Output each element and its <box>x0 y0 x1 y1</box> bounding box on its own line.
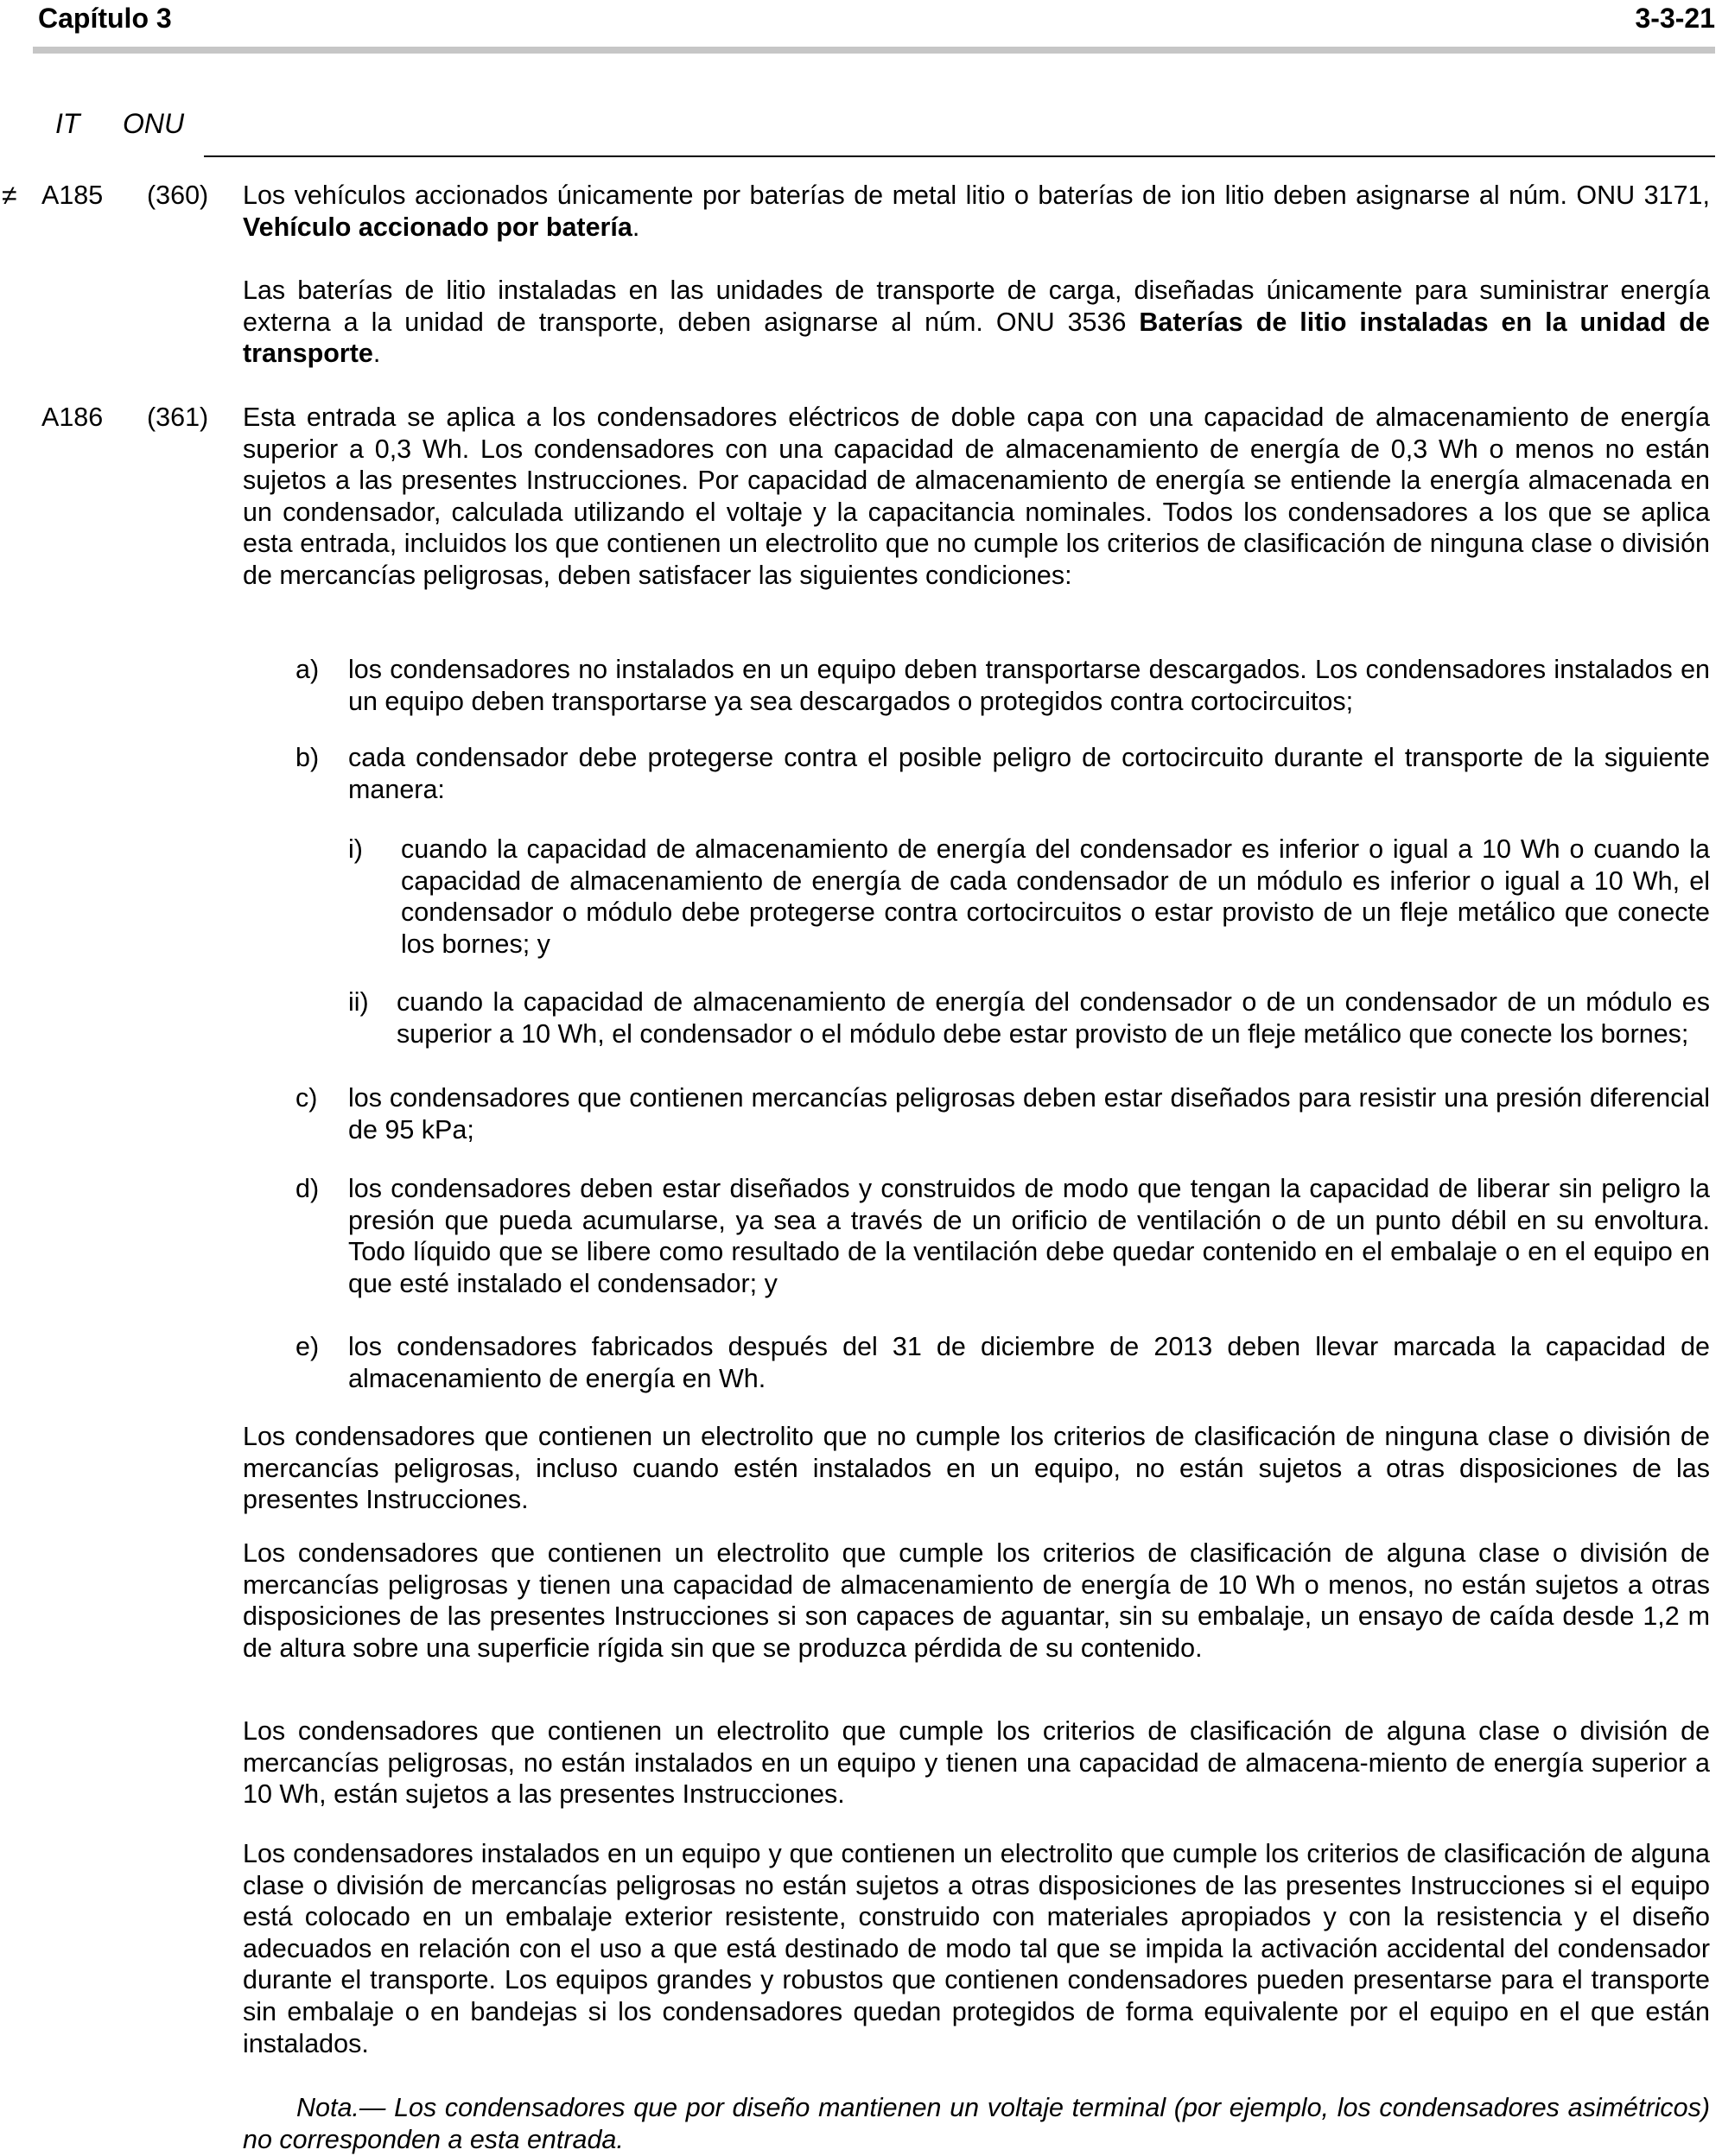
list-label: d) <box>295 1174 320 1203</box>
column-heading-it: IT <box>55 108 80 139</box>
list-item: cada condensador debe protegerse contra el posible peligro de cortocircuito durante el transporte de la siguiente manera: <box>348 743 1710 804</box>
paragraph-block: Los condensadores que contienen un electrolito que cumple los criterios de clasificación de alguna clase o división de mercancías peligrosas y tienen una capacidad de almacenamiento de energía de 10 Wh o menos, no están sujetos a otras disposiciones de las presentes Instrucciones si son capaces de aguantar, sin su embalaje, un ensayo de caída desde 1,2 m de altura sobre una superficie rígida sin que se produzca pérdida de su contenido. <box>243 1538 1710 1663</box>
list-item: los condensadores fabricados después del 31 de diciembre de 2013 deben llevar marcada la capacidad de almacenamiento de energía en Wh. <box>348 1332 1710 1393</box>
paragraph: Las baterías de litio instaladas en las unidades de transporte de carga, diseñadas únicamente para suministrar energía externa a la unidad de transporte, deben asignarse al núm. ONU 3536 Baterías de litio instaladas en la unidad de transporte. <box>243 276 1710 369</box>
entry-a186-intro <box>243 402 1710 592</box>
list-label: e) <box>295 1332 320 1361</box>
list-item: los condensadores no instalados en un equipo deben transportarse descargados. Los condensadores instalados en un equipo deben transportarse ya sea descargados o protegidos contra cortocircuitos; <box>348 655 1710 716</box>
paragraph-block: Los condensadores instalados en un equipo y que contienen un electrolito que cumple los criterios de clasificación de alguna clase o división de mercancías peligrosas no están sujetos a otras disposiciones de las presentes Instrucciones si el equipo está colocado en un embalaje exterior resistente, construido con materiales apropiados y con la resistencia y el diseño adecuados en relación con el uso a que está destinado de modo tal que se impida la activación accidental del condensador durante el transporte. Los equipos grandes y robustos que contienen condensadores pueden presentarse para el transporte sin embalaje o en bandejas si los condensadores quedan protegidos de forma equivalente por el equipo en el que están instalados. <box>243 1839 1710 2058</box>
entry-it-number: A186 <box>41 403 104 432</box>
note: Nota.— Los condensadores que por diseño mantienen un voltaje terminal (por ejemplo, los condensadores asimétricos) no corresponden a esta entrada. <box>243 2093 1710 2154</box>
page-number: 3-3-21 <box>1635 3 1715 34</box>
entry-it-number: A185 <box>41 181 104 210</box>
entry-a185-text <box>243 180 1710 243</box>
list-item: los condensadores deben estar diseñados y construidos de modo que tengan la capacidad de liberar sin peligro la presión que pueda acumularse, ya sea a través de un orificio de ventilación o de un punto débil en su envoltura. Todo líquido que se libere como resultado de la ventilación debe quedar contenido en el embalaje o en el equipo en que esté instalado el condensador; y <box>348 1174 1710 1298</box>
entry-onu-number: (361) <box>147 403 209 432</box>
sublist-label: i) <box>348 834 363 864</box>
chapter-title: Capítulo 3 <box>38 3 172 34</box>
sublist-item: cuando la capacidad de almacenamiento de energía del condensador es inferior o igual a 10 Wh o cuando la capacidad de almacenamiento de energía de cada condensador de un módulo es inferior o igual a 10 Wh, el condensador o módulo debe protegerse contra cortocircuitos o estar provisto de un fleje metálico que conecte los bornes; y <box>401 834 1710 959</box>
column-heading-onu: ONU <box>123 108 185 139</box>
sublist-label: ii) <box>348 987 369 1017</box>
entry-a185-text-2 <box>243 275 1710 370</box>
paragraph-block: Los condensadores que contienen un electrolito que no cumple los criterios de clasificación de ninguna clase o división de mercancías peligrosas, incluso cuando estén instalados en un equipo, no están sujetos a otras disposiciones de las presentes Instrucciones. <box>243 1422 1710 1515</box>
paragraph: Esta entrada se aplica a los condensadores eléctricos de doble capa con una capacidad de almacenamiento de energía superior a 0,3 Wh. Los condensadores con una capacidad de almacenamiento de energía de 0,3 Wh o menos no están sujetos a las presentes Instrucciones. Por capacidad de almacenamiento de energía se entiende la energía almacenada en un condensador, calculada utilizando el voltaje y la capacitancia nominales. Todos los condensadores a los que se aplica esta entrada, incluidos los que contienen un electrolito que no cumple los criterios de clasificación de ninguna clase o división de mercancías peligrosas, deben satisfacer las siguientes condiciones: <box>243 403 1710 590</box>
bold-term: Baterías de litio instaladas en la unidad de transporte <box>243 307 1710 369</box>
entry-onu-number: (360) <box>147 181 209 210</box>
list-label: c) <box>295 1083 318 1113</box>
change-mark: ≠ <box>2 180 17 211</box>
list-label: b) <box>295 743 320 772</box>
column-rule <box>204 155 1715 157</box>
bold-term: Vehículo accionado por batería <box>243 212 632 242</box>
paragraph-block: Los condensadores que contienen un electrolito que cumple los criterios de clasificación de alguna clase o división de mercancías peligrosas, no están instalados en un equipo y tienen una capacidad de almacena-miento de energía superior a 10 Wh, están sujetos a las presentes Instrucciones. <box>243 1716 1710 1810</box>
paragraph: Los vehículos accionados únicamente por baterías de metal litio o baterías de ion litio deben asignarse al núm. ONU 3171, Vehículo accionado por batería. <box>243 181 1710 242</box>
sublist-item: cuando la capacidad de almacenamiento de energía del condensador o de un condensador de un módulo es superior a 10 Wh, el condensador o el módulo debe estar provisto de un fleje metálico que conecte los bornes; <box>397 987 1710 1049</box>
list-item: los condensadores que contienen mercancías peligrosas deben estar diseñados para resistir una presión diferencial de 95 kPa; <box>348 1083 1710 1145</box>
list-label: a) <box>295 655 320 684</box>
header-rule <box>33 47 1715 54</box>
